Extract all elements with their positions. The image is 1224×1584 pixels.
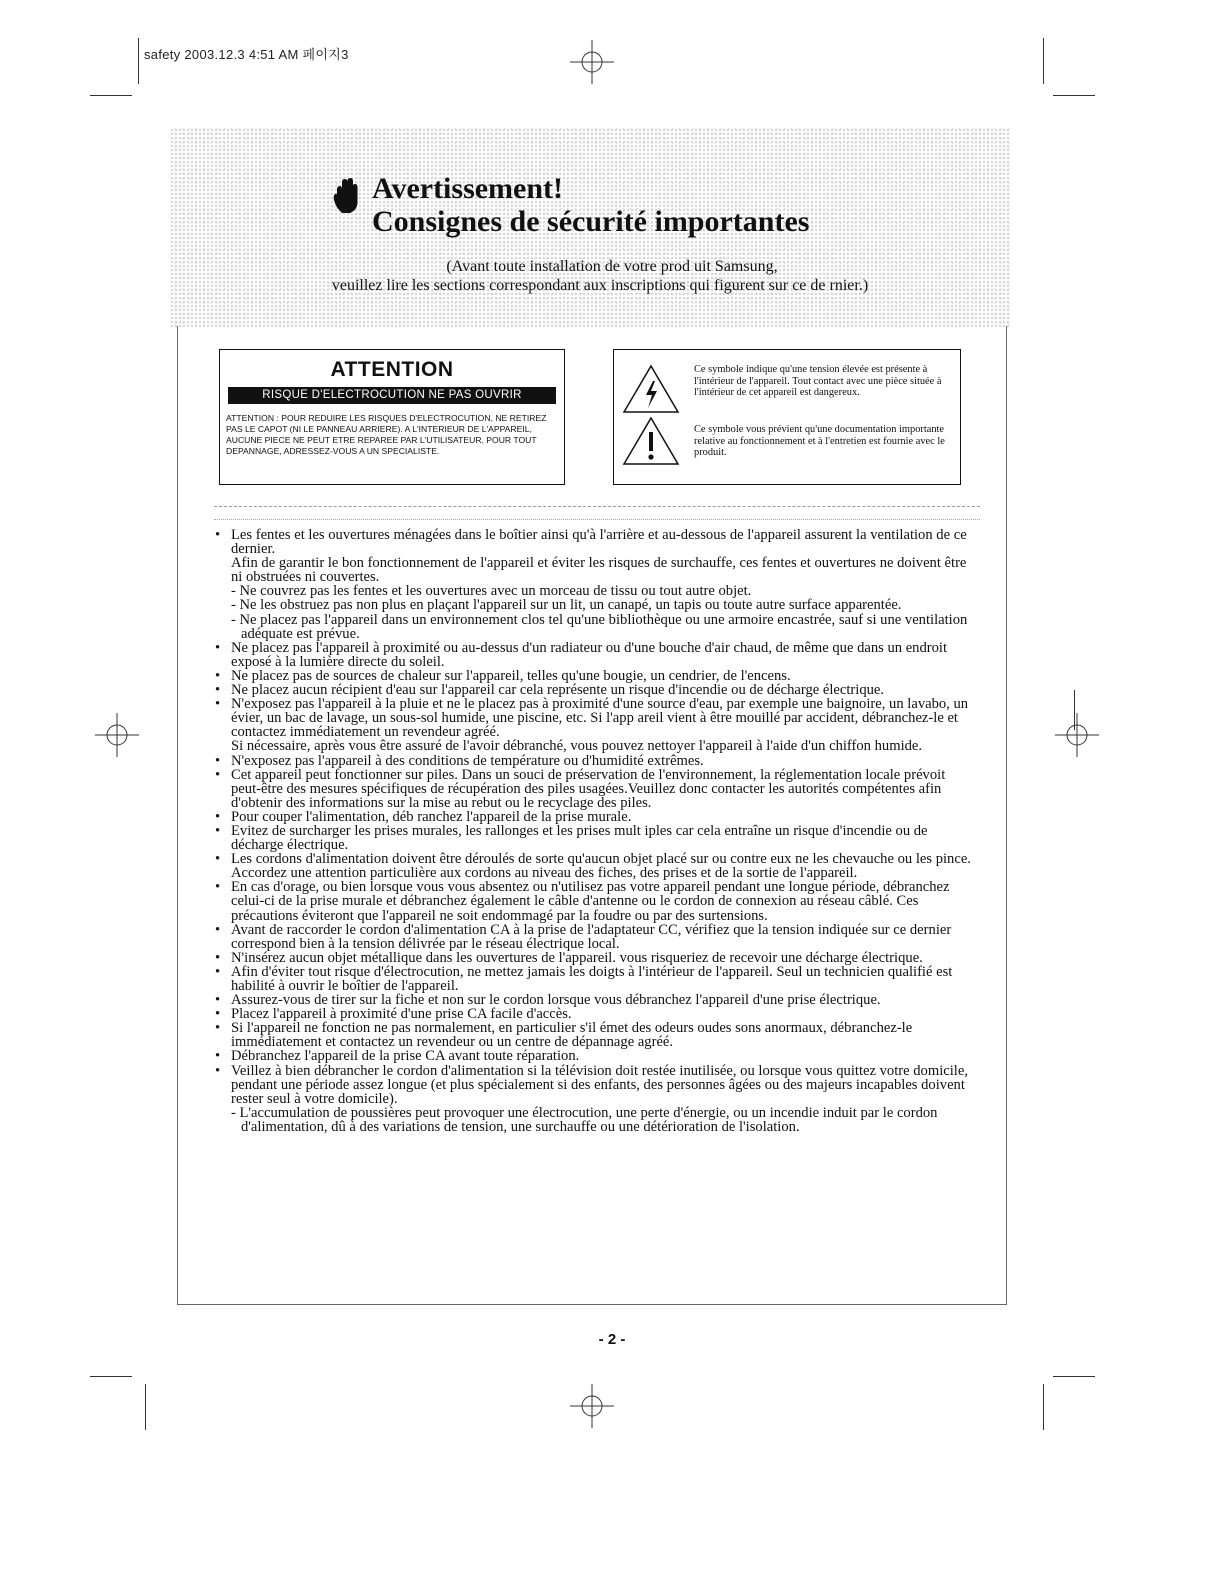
registration-mark-icon bbox=[570, 40, 614, 84]
list-item-text: • En cas d'orage, ou bien lorsque vous vous absentez ou n'utilisez pas votre appareil pendant une longue période, débranchez celui-ci de la prise murale et débranchez également le câble d'antenne ou le cordon de connexion au réseau câblé. Ces précautions éviteront que l'appareil ne soit endommagé par la foudre ou par des surtensions. bbox=[231, 879, 950, 924]
print-stamp: safety 2003.12.3 4:51 AM 페이지3 bbox=[144, 47, 349, 62]
subtitle-line-1: (Avant toute installation de votre prod uit Samsung, bbox=[446, 258, 778, 275]
list-item bbox=[214, 923, 974, 951]
list-item-text: • Débranchez l'appareil de la prise CA avant toute réparation. bbox=[231, 1048, 580, 1065]
crop-mark bbox=[1053, 1376, 1095, 1377]
list-item-text: • Veillez à bien débrancher le cordon d'alimentation si la télévision doit restée inutilisée, ou lorsque vous quittez votre domicile, pendant une période assez longue (et plus spécialement si des enfants, des personnes âgées ou des majeurs incapables doivent rester seul à votre domicile). bbox=[231, 1062, 968, 1107]
list-item bbox=[214, 993, 974, 1007]
list-item bbox=[214, 824, 974, 852]
crop-mark bbox=[145, 1384, 146, 1430]
list-item bbox=[214, 1049, 974, 1063]
title-warning: Avertissement! bbox=[372, 172, 564, 205]
list-item bbox=[214, 1007, 974, 1021]
list-item-subpoint: - Ne couvrez pas les fentes et les ouvertures avec un morceau de tissu ou tout autre objet. bbox=[231, 583, 752, 600]
list-item-text: • Pour couper l'alimentation, déb ranchez l'appareil de la prise murale. bbox=[231, 808, 632, 825]
symbols-box bbox=[613, 349, 961, 485]
list-item bbox=[214, 951, 974, 965]
crop-mark bbox=[90, 1376, 132, 1377]
list-item-paragraph: Si nécessaire, après vous être assuré de l'avoir débranché, vous pouvez nettoyer l'appareil à l'aide d'un chiffon humide. bbox=[231, 738, 923, 755]
voltage-symbol-text: Ce symbole indique qu'une tension élevée est présente à l'intérieur de l'appareil. Tout contact avec une pièce située à l'intérieur de cet appareil est dangereux. bbox=[694, 364, 942, 398]
crop-mark bbox=[1053, 95, 1095, 96]
page-number: - 2 - bbox=[598, 1331, 626, 1348]
attention-bar: RISQUE D'ELECTROCUTION NE PAS OUVRIR bbox=[228, 387, 556, 404]
list-item bbox=[214, 528, 974, 641]
documentation-symbol-text: Ce symbole vous prévient qu'une documentation importante relative au fonctionnement et à l'entretien est fournie avec le produit. bbox=[694, 424, 945, 458]
crop-mark bbox=[1043, 38, 1044, 84]
list-item-subpoint: - Ne placez pas l'appareil dans un environnement clos tel qu'une bibliothèque ou une armoire encastrée, sauf si une ventilation adéquate est prévue. bbox=[231, 611, 968, 642]
list-item-text: • Les cordons d'alimentation doivent être déroulés de sorte qu'aucun objet placé sur ou contre eux ne les chevauche ou les pince. Accordez une attention particulière aux cordons au niveau des fiches, des prises et de la sortie de l'appareil. bbox=[231, 851, 971, 882]
list-item-text: • Si l'appareil ne fonction ne pas normalement, en particulier s'il émet des odeurs oudes sons anormaux, débranchez-le immédiatement et contactez un revendeur ou un centre de dépannage agréé. bbox=[231, 1020, 913, 1051]
separator-line bbox=[214, 506, 980, 507]
list-item-text: • N'exposez pas l'appareil à des conditions de température ou d'humidité extrêmes. bbox=[231, 752, 704, 769]
list-item bbox=[214, 880, 974, 922]
list-item-text: • Afin d'éviter tout risque d'électrocution, ne mettez jamais les doigts à l'intérieur de l'appareil. Seul un technicien qualifié est habilité à ouvrir le boîtier de l'appareil. bbox=[231, 963, 953, 994]
list-item bbox=[214, 641, 974, 669]
list-item-paragraph: Afin de garantir le bon fonctionnement de l'appareil et éviter les risques de surchauffe, ces fentes et ouvertures ne doivent être ni obstruées ni couvertes. bbox=[231, 555, 967, 586]
registration-mark-icon bbox=[1055, 713, 1099, 757]
registration-mark-icon bbox=[570, 1384, 614, 1428]
list-item-text: • Ne placez aucun récipient d'eau sur l'appareil car cela représente un risque d'incendie ou de décharge électrique. bbox=[231, 682, 885, 699]
attention-box bbox=[219, 349, 565, 485]
list-item-text: • Assurez-vous de tirer sur la fiche et non sur le cordon lorsque vous débranchez l'appareil d'une prise électrique. bbox=[231, 992, 881, 1009]
list-item-text: • Placez l'appareil à proximité d'une prise CA facile d'accès. bbox=[231, 1006, 572, 1023]
title-safety-instructions: Consignes de sécurité importantes bbox=[372, 205, 810, 238]
list-item bbox=[214, 683, 974, 697]
list-item bbox=[214, 852, 974, 880]
exclamation-warning-icon bbox=[622, 416, 680, 466]
list-item-text: • Les fentes et les ouvertures ménagées dans le boîtier ainsi qu'à l'arrière et au-dessous de l'appareil assurent la ventilation de ce dernier. bbox=[231, 527, 967, 558]
registration-mark-icon bbox=[95, 713, 139, 757]
list-item bbox=[214, 768, 974, 810]
list-item bbox=[214, 1021, 974, 1049]
list-item-text: • Ne placez pas l'appareil à proximité ou au-dessus d'un radiateur ou d'une bouche d'air chaud, de même que dans un endroit exposé à la lumière directe du soleil. bbox=[231, 639, 948, 670]
attention-title: ATTENTION bbox=[330, 358, 454, 381]
list-item-text: • Evitez de surcharger les prises murales, les rallonges et les prises mult iples car cela entraîne un risque d'incendie ou de décharge électrique. bbox=[231, 822, 928, 854]
list-item bbox=[214, 754, 974, 768]
list-item bbox=[214, 697, 974, 753]
list-item-subpoint: - L'accumulation de poussières peut provoquer une électrocution, une perte d'énergie, ou un incendie induit par le cordon d'alimentation, dû à des variations de tension, une surchauffe ou une détérioration de l'isolation. bbox=[231, 1104, 938, 1135]
separator-line bbox=[214, 519, 980, 520]
safety-instructions-list bbox=[214, 528, 974, 1134]
crop-mark bbox=[138, 38, 139, 84]
high-voltage-warning-icon bbox=[622, 364, 680, 414]
list-item-subpoint: - Ne les obstruez pas non plus en plaçant l'appareil sur un lit, un canapé, un tapis ou toute autre surface apparentée. bbox=[231, 597, 902, 614]
hand-stop-icon bbox=[332, 176, 358, 216]
list-item-text: • N'insérez aucun objet métallique dans les ouvertures de l'appareil. vous risqueriez de recevoir une décharge électrique. bbox=[231, 949, 923, 966]
list-item bbox=[214, 669, 974, 683]
attention-body: ATTENTION : POUR REDUIRE LES RISQUES D'ELECTROCUTION, NE RETIREZ PAS LE CAPOT (NI LE PANNEAU ARRIERE). A L'INTERIEUR DE L'APPAREIL, AUCUNE PIECE NE PEUT ETRE REPAREE PAR L'UTILISATEUR. POUR TOUT DEPANNAGE, ADRESSEZ-VOUS A UN SPECIALISTE. bbox=[226, 413, 547, 456]
list-item-text: • Cet appareil peut fonctionner sur piles. Dans un souci de préservation de l'environnement, la réglementation locale prévoit peut-être des mesures spécifiques de récupération des piles usagées.Veuillez donc contacter les autorités compétentes afin d'obtenir des informations sur la mise au rebut ou le recyclage des piles. bbox=[231, 766, 946, 811]
list-item-text: • Ne placez pas de sources de chaleur sur l'appareil, telles qu'une bougie, un cendrier, de l'encens. bbox=[231, 667, 791, 684]
list-item-text: • Avant de raccorder le cordon d'alimentation CA à la prise de l'adaptateur CC, vérifiez que la tension indiquée sur ce dernier correspond bien à la tension délivrée par le réseau électrique local. bbox=[231, 921, 952, 952]
list-item bbox=[214, 810, 974, 824]
list-item bbox=[214, 965, 974, 993]
subtitle-line-2: veuillez lire les sections correspondant aux inscriptions qui figurent sur ce de rnier.) bbox=[331, 277, 869, 294]
crop-mark bbox=[1043, 1384, 1044, 1430]
list-item bbox=[214, 1064, 974, 1134]
crop-mark bbox=[90, 95, 132, 96]
list-item-text: • N'exposez pas l'appareil à la pluie et ne le placez pas à proximité d'une source d'eau, par exemple une baignoire, un lavabo, un évier, un bac de lavage, un sous-sol humide, une piscine, etc. Si l'app areil vient à être mouillé par accident, débranchez-le et contactez immédiatement un revendeur agréé. bbox=[231, 696, 969, 741]
